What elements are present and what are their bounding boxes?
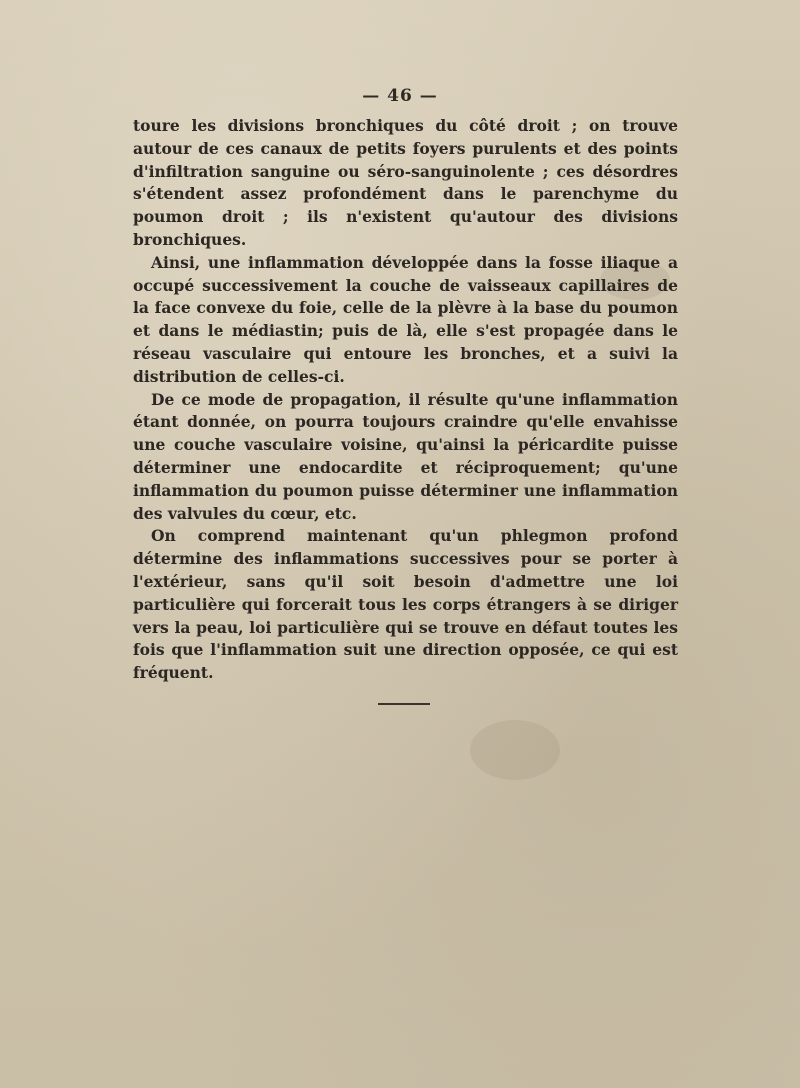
section-divider (378, 703, 430, 705)
paragraph: On comprend maintenant qu'un phlegmon profond détermine des inflammations successives pour se porter à l'extérieur, sans qu'il soit besoin d'admettre une loi particulière qui forcerait tous les corps étrangers à se diriger vers la peau, loi particulière qui se trouve en défaut toutes les fois que l'inflammation suit une direction opposée, ce qui est fréquent. (133, 526, 678, 683)
paragraph: toure les divisions bronchiques du côté droit ; on trouve autour de ces canaux de petits foyers purulents et des points d'infiltration sanguine ou séro-sanguinolente ; ces désordres s'étendent assez profondément dans le parenchyme du poumon droit ; ils n'existent qu'autour des divisions bronchiques. (133, 116, 678, 249)
body-text (133, 115, 678, 685)
paper-stain (470, 720, 560, 780)
paragraph: De ce mode de propagation, il résulte qu'une inflammation étant donnée, on pourra toujours craindre qu'elle envahisse une couche vasculaire voisine, qu'ainsi la péricardite puisse déterminer une endocardite et réciproquement; qu'une inflammation du poumon puisse déterminer une inflammation des valvules du cœur, etc. (133, 389, 678, 523)
paragraph: Ainsi, une inflammation développée dans la fosse iliaque a occupé successivement la couche de vaisseaux capillaires de la face convexe du foie, celle de la plèvre à la base du poumon et dans le médiastin; puis de là, elle s'est propagée dans le réseau vasculaire qui entoure les bronches, et a suivi la distribution de celles-ci. (133, 252, 678, 386)
page-number: — 46 — (362, 86, 438, 106)
